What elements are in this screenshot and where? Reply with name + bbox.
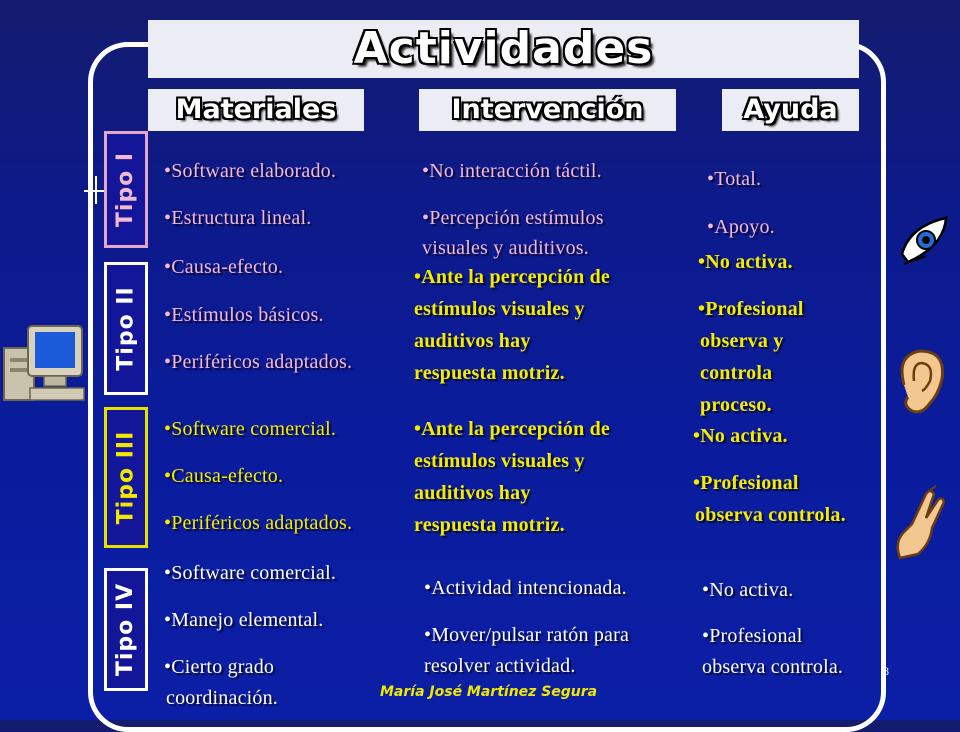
- tipo2-intervencion-item: auditivos hay: [414, 330, 531, 352]
- tipo-label-4: [104, 568, 148, 691]
- tipo2-materiales-item: •Periféricos adaptados.: [164, 351, 353, 373]
- tipo4-materiales-item: •Software comercial.: [164, 562, 337, 584]
- tipo2-ayuda-item: controla: [700, 362, 773, 384]
- tipo2-materiales-item: •Causa-efecto.: [164, 256, 284, 278]
- eye-icon: [896, 212, 956, 272]
- header-ayuda: Ayuda: [722, 89, 859, 131]
- hand-icon: [890, 484, 954, 564]
- tipo-label-1: [104, 131, 148, 248]
- tipo1-materiales-item: •Estructura lineal.: [164, 207, 312, 229]
- tipo4-ayuda-item: observa controla.: [702, 656, 844, 678]
- tipo4-ayuda-item: •No activa.: [702, 579, 794, 601]
- tipo3-materiales-item: •Software comercial.: [164, 418, 337, 440]
- tipo2-intervencion-item: respuesta motriz.: [414, 362, 565, 384]
- header-intervencion: Intervención: [419, 89, 676, 131]
- tipo2-intervencion-item: •Ante la percepción de: [414, 266, 611, 288]
- tipo-label-4-text: Tipo IV: [113, 582, 139, 677]
- tipo3-intervencion-item: estímulos visuales y: [414, 450, 585, 472]
- tipo3-ayuda-item: •No activa.: [693, 425, 788, 447]
- crosshair-vertical: [95, 176, 97, 204]
- tipo-label-3: [104, 407, 148, 548]
- tipo1-intervencion-item: visuales y auditivos.: [422, 237, 589, 259]
- tipo-label-3-text: Tipo III: [113, 430, 139, 525]
- tipo1-ayuda-item: •Total.: [707, 168, 762, 190]
- tipo3-intervencion-item: •Ante la percepción de: [414, 418, 611, 440]
- tipo3-intervencion-item: auditivos hay: [414, 482, 531, 504]
- tipo1-materiales-item: •Software elaborado.: [164, 160, 337, 182]
- tipo2-materiales-item: •Estímulos básicos.: [164, 304, 324, 326]
- tipo3-ayuda-item: •Profesional: [693, 472, 799, 494]
- author-footer: María José Martínez Segura: [380, 684, 598, 700]
- tipo2-ayuda-item: •Profesional: [698, 298, 804, 320]
- tipo2-ayuda-item: observa y: [700, 330, 784, 352]
- tipo4-materiales-item: •Manejo elemental.: [164, 609, 324, 631]
- tipo3-ayuda-item: observa controla.: [695, 504, 846, 526]
- page-number: 8: [883, 664, 889, 678]
- tipo4-materiales-item: coordinación.: [166, 687, 279, 709]
- tipo2-ayuda-item: proceso.: [700, 394, 772, 416]
- tipo4-ayuda-item: •Profesional: [702, 625, 803, 647]
- tipo4-materiales-item: •Cierto grado: [164, 656, 275, 678]
- header-materiales: Materiales: [148, 89, 364, 131]
- tipo-label-2: [104, 262, 148, 395]
- page-title: Actividades: [148, 20, 859, 78]
- tipo-label-1-text: Tipo I: [113, 151, 139, 228]
- tipo3-materiales-item: •Periféricos adaptados.: [164, 512, 353, 534]
- tipo4-intervencion-item: •Mover/pulsar ratón para: [424, 624, 630, 646]
- tipo4-intervencion-item: resolver actividad.: [424, 655, 576, 677]
- tipo4-intervencion-item: •Actividad intencionada.: [424, 577, 627, 599]
- tipo3-materiales-item: •Causa-efecto.: [164, 465, 284, 487]
- tipo1-intervencion-item: •No interacción táctil.: [422, 160, 602, 182]
- tipo1-ayuda-item: •Apoyo.: [707, 216, 775, 238]
- tipo2-intervencion-item: estímulos visuales y: [414, 298, 585, 320]
- computer-icon: [0, 318, 90, 408]
- tipo3-intervencion-item: respuesta motriz.: [414, 514, 565, 536]
- tipo-label-2-text: Tipo II: [113, 286, 139, 371]
- tipo1-intervencion-item: •Percepción estímulos: [422, 207, 604, 229]
- ear-icon: [892, 345, 950, 423]
- tipo2-ayuda-item: •No activa.: [698, 251, 793, 273]
